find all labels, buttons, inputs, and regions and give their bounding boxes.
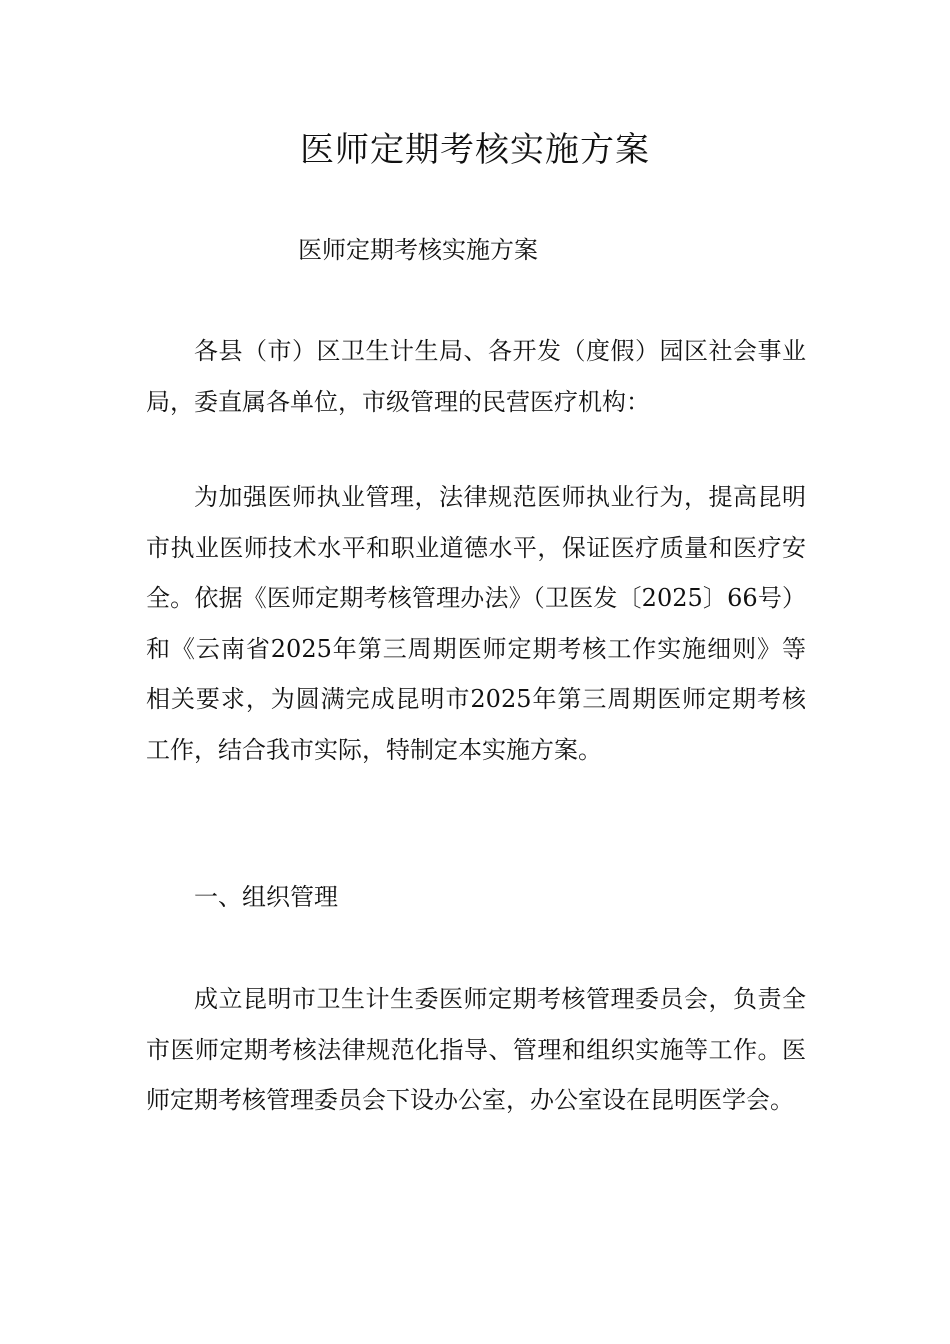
organization-paragraph: 成立昆明市卫生计生委医师定期考核管理委员会，负责全市医师定期考核法律规范化指导、管理和组织实施等工作。医师定期考核管理委员会下设办公室，办公室设在昆明医学会。 (146, 985, 806, 1114)
intro-paragraph: 为加强医师执业管理，法律规范医师执业行为，提高昆明市执业医师技术水平和职业道德水平，保证医疗质量和医疗安全。依据《医师定期考核管理办法》（卫医发〔2025〕66号）和《云南省2025年第三周期医师定期考核工作实施细则》等相关要求，为圆满完成昆明市2025年第三周期医师定期考核工作，结合我市实际，特制定本实施方案。 (146, 483, 806, 764)
document-title: 医师定期考核实施方案 (300, 130, 650, 170)
section-heading: 一、组织管理 (194, 883, 338, 911)
salutation-paragraph: 各县（市）区卫生计生局、各开发（度假）园区社会事业局，委直属各单位，市级管理的民营医疗机构： (146, 337, 806, 416)
document-subtitle: 医师定期考核实施方案 (298, 236, 538, 264)
